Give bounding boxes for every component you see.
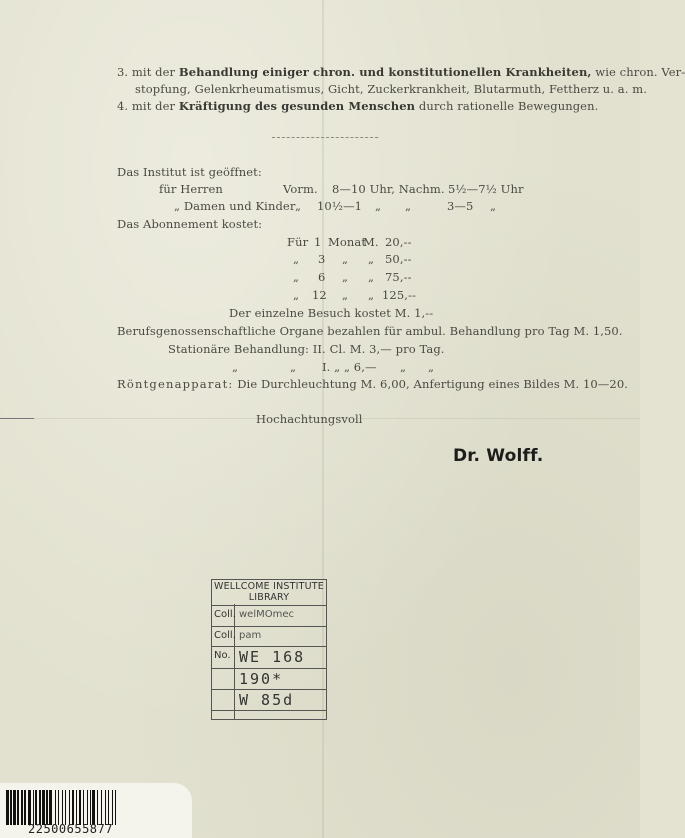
sub-row-1-currency: M. bbox=[363, 235, 379, 249]
barcode-bars bbox=[6, 790, 176, 825]
stamp-header-line2: LIBRARY bbox=[248, 592, 290, 603]
sub-row-2-currency: „ bbox=[368, 252, 375, 266]
stamp-row bbox=[212, 669, 326, 690]
berufsgenossenschaft-fee: Berufsgenossenschaftliche Organe bezahlen für ambul. Behandlung pro Tag M. 1,50. bbox=[117, 324, 623, 338]
stamp-row bbox=[212, 690, 326, 711]
signature: Dr. Wolff. bbox=[453, 446, 544, 466]
stationaer-i-ditto-3: „ bbox=[400, 360, 407, 374]
stationaer-i-ditto-1: „ bbox=[232, 360, 239, 374]
hours-women-am-time: 10½—1 bbox=[317, 199, 363, 213]
hours-men-am: Vorm. bbox=[283, 182, 318, 196]
item3-continuation: stopfung, Gelenkrheumatismus, Gicht, Zuckerkrankheit, Blutarmuth, Fettherz u. a. m. bbox=[135, 82, 648, 96]
separator-rule bbox=[272, 137, 378, 138]
item3-suffix: wie chron. Ver- bbox=[591, 65, 685, 79]
barcode-number: 22500655877 bbox=[28, 822, 113, 836]
sub-row-1-prefix: Für bbox=[287, 235, 309, 249]
hours-women-ditto-1: „ bbox=[295, 199, 302, 213]
hours-women-pm-time: 3—5 bbox=[447, 199, 474, 213]
sub-row-4-unit: „ bbox=[342, 288, 349, 302]
sub-row-3-months: 6 bbox=[318, 270, 326, 284]
sub-row-4-price: 125,-- bbox=[382, 288, 416, 302]
item3-line bbox=[117, 65, 685, 79]
stamp-handwritten-value: WE 168 bbox=[239, 648, 306, 666]
stamp-row bbox=[212, 604, 326, 627]
stamp-row-label: No. bbox=[214, 650, 231, 661]
stationaer-i-fee: I. „ „ 6,— bbox=[322, 360, 377, 374]
single-visit-price: Der einzelne Besuch kostet M. 1,-- bbox=[229, 306, 434, 320]
sub-row-3-unit: „ bbox=[342, 270, 349, 284]
sub-row-4-currency: „ bbox=[368, 288, 375, 302]
stamp-header bbox=[212, 580, 326, 606]
stamp-row-value: welMOmec bbox=[239, 609, 294, 620]
hours-women-label: „ Damen und Kinder bbox=[174, 199, 296, 213]
roentgen-text: Die Durchleuchtung M. 6,00, Anfertigung eines Bildes M. 10—20. bbox=[233, 377, 628, 391]
barcode-bar bbox=[116, 790, 119, 825]
sub-row-3-price: 75,-- bbox=[385, 270, 412, 284]
stamp-row bbox=[212, 627, 326, 647]
stamp-row-value: pam bbox=[239, 630, 262, 641]
stationaer-ii-fee: Stationäre Behandlung: II. Cl. M. 3,— pro Tag. bbox=[168, 342, 445, 356]
roentgen-line bbox=[117, 377, 628, 391]
subscription-heading: Das Abonnement kostet: bbox=[117, 217, 263, 231]
hours-women-ditto-2: „ bbox=[375, 199, 382, 213]
stationaer-i-ditto-2: „ bbox=[290, 360, 297, 374]
stamp-handwritten-value: 190* bbox=[239, 670, 284, 688]
stamp-header-line1: WELLCOME INSTITUTE bbox=[213, 581, 325, 592]
hours-women-ditto-4: „ bbox=[490, 199, 497, 213]
sub-row-2-price: 50,-- bbox=[385, 252, 412, 266]
sub-row-3-currency: „ bbox=[368, 270, 375, 284]
sub-row-1-months: 1 bbox=[314, 235, 322, 249]
library-stamp bbox=[211, 579, 327, 720]
stamp-handwritten-value: W 85d bbox=[239, 691, 295, 709]
stamp-row-label: Coll. bbox=[214, 609, 236, 620]
item4-bold: Kräftigung des gesunden Menschen bbox=[178, 99, 416, 113]
edge-mark bbox=[0, 418, 34, 419]
sub-row-1-price: 20,-- bbox=[385, 235, 412, 249]
hours-men-am-time: 8—10 Uhr, Nachm. bbox=[332, 182, 445, 196]
roentgen-label: Röntgenapparat: bbox=[117, 377, 234, 391]
sub-row-1-unit: Monat bbox=[328, 235, 367, 249]
sub-row-3-prefix: „ bbox=[293, 270, 300, 284]
stationaer-i-ditto-4: „ bbox=[428, 360, 435, 374]
closing-greeting: Hochachtungsvoll bbox=[256, 412, 363, 426]
item4-suffix: durch rationelle Bewegungen. bbox=[415, 99, 599, 113]
hours-men-label: für Herren bbox=[159, 182, 223, 196]
sub-row-2-prefix: „ bbox=[293, 252, 300, 266]
sub-row-2-months: 3 bbox=[318, 252, 326, 266]
item3-bold: Behandlung einiger chron. und konstitutionellen Krankheiten, bbox=[178, 65, 592, 79]
stamp-row-label: Coll. bbox=[214, 630, 236, 641]
hours-women-ditto-3: „ bbox=[405, 199, 412, 213]
hours-heading: Das Institut ist geöffnet: bbox=[117, 165, 262, 179]
item3-prefix: 3. mit der bbox=[117, 65, 179, 79]
sub-row-4-months: 12 bbox=[312, 288, 327, 302]
sub-row-2-unit: „ bbox=[342, 252, 349, 266]
item4-prefix: 4. mit der bbox=[117, 99, 179, 113]
sub-row-4-prefix: „ bbox=[293, 288, 300, 302]
item4-line bbox=[117, 99, 598, 113]
stamp-row bbox=[212, 647, 326, 669]
hours-men-pm-time: 5½—7½ Uhr bbox=[448, 182, 524, 196]
